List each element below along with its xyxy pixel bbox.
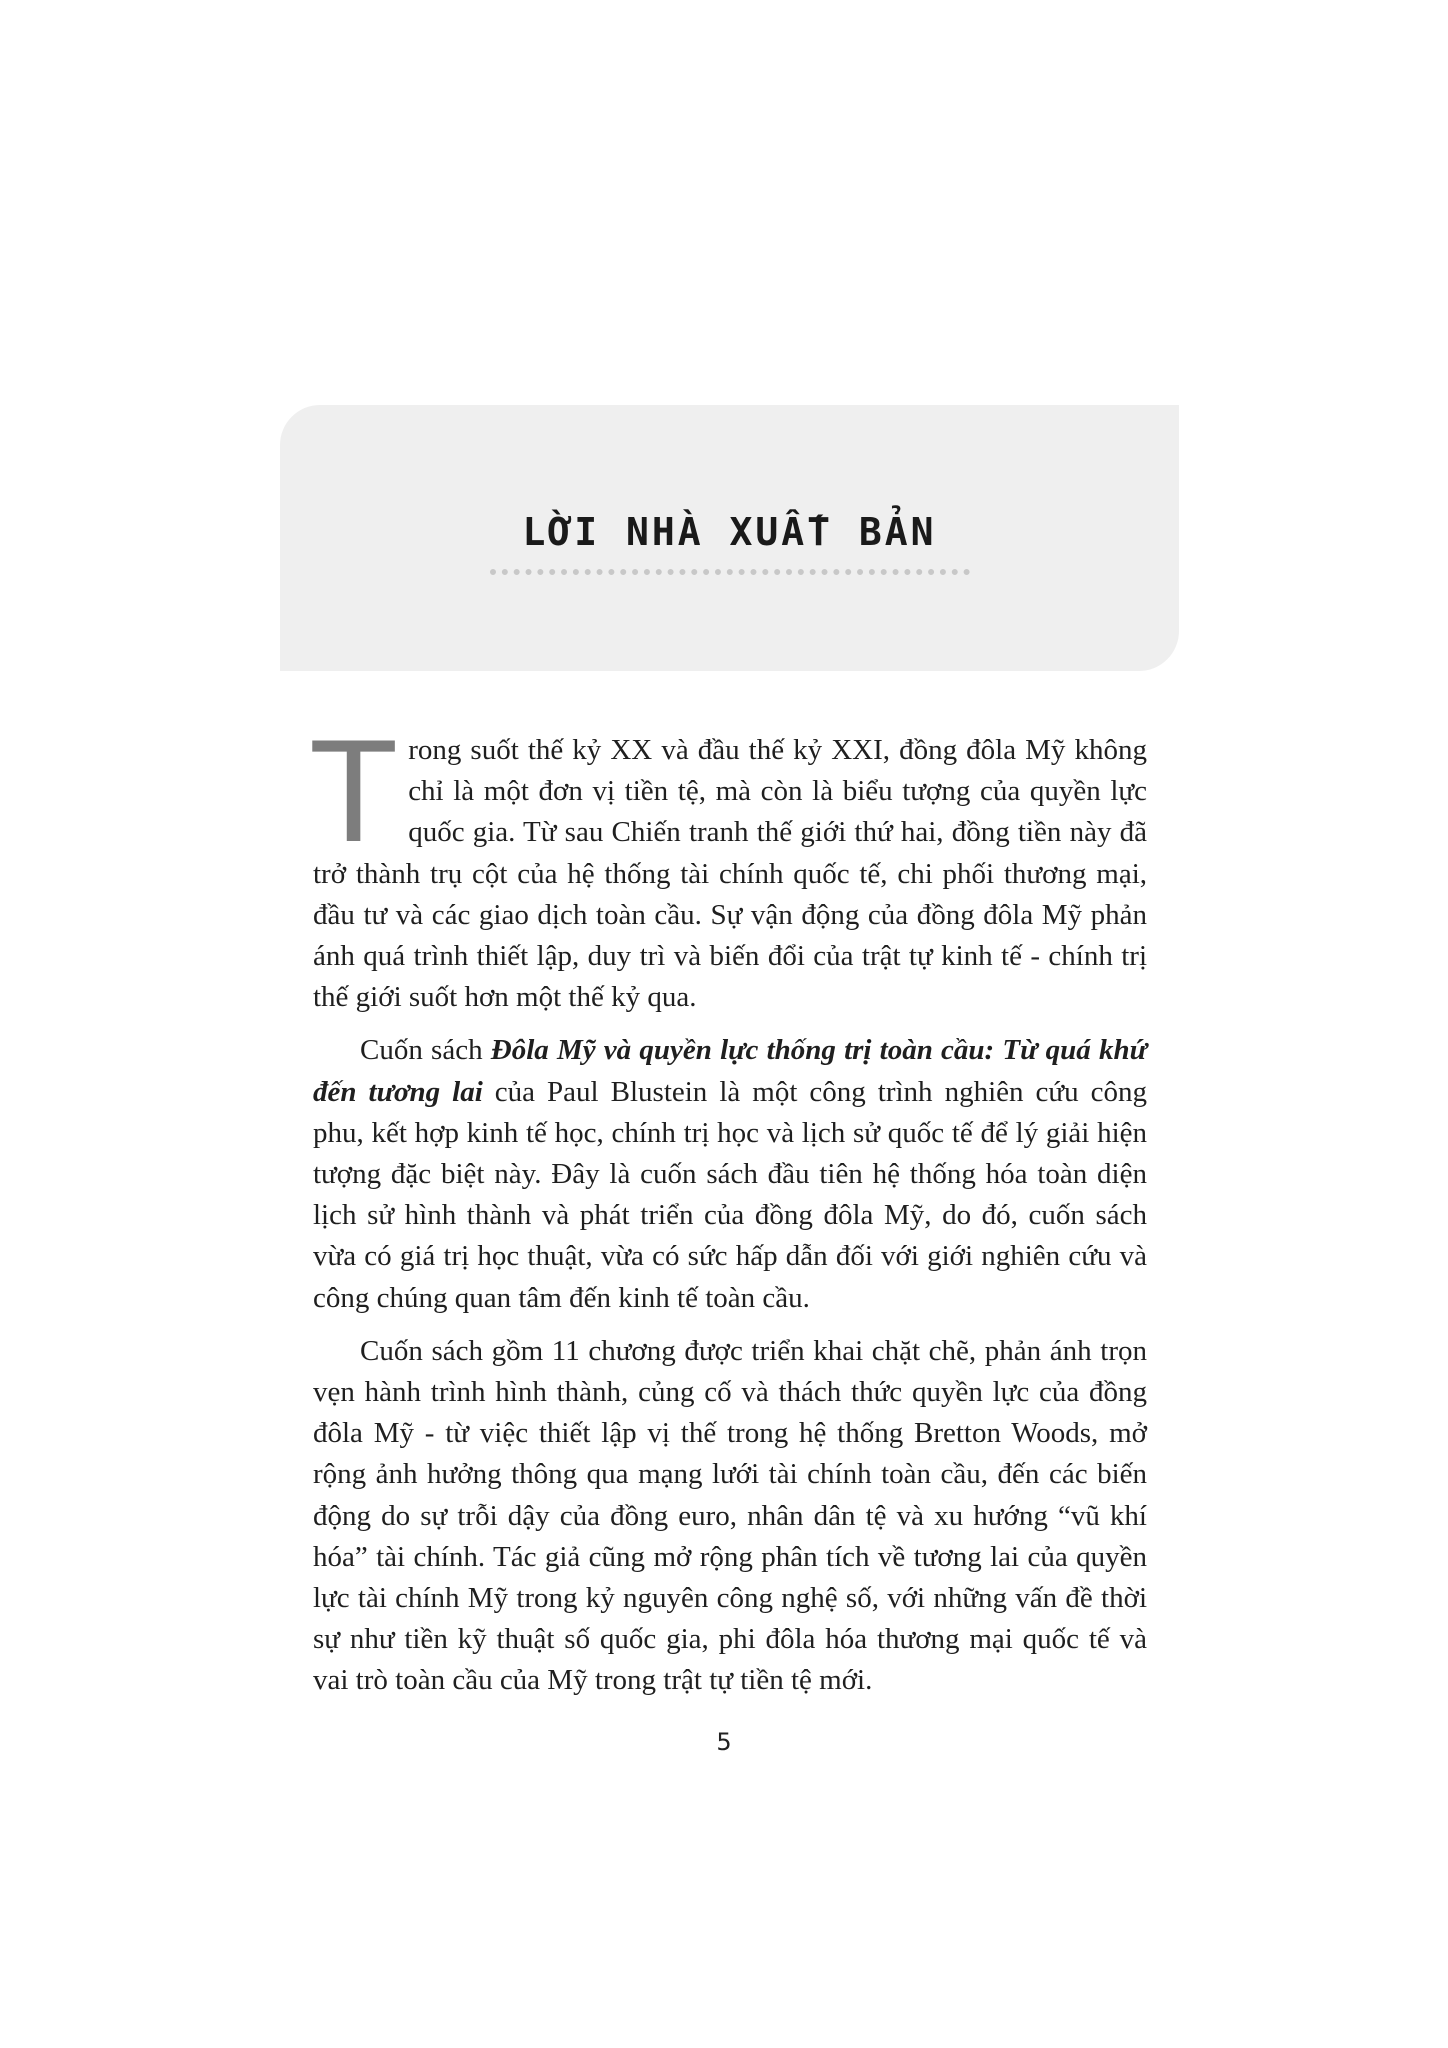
body-text	[309, 709, 1148, 1714]
paragraph-1-text: rong suốt thế kỷ XX và đầu thế kỷ XXI, đồng đôla Mỹ không chỉ là một đơn vị tiền tệ, mà còn là biểu tượng của quyền lực quốc gia. Từ sau Chiến tranh thế giới thứ hai, đồng tiền này đã trở thành trụ cột của hệ thống tài chính quốc tế, chi phối thương mại, đầu tư và các giao dịch toàn cầu. Sự vận động của đồng đôla Mỹ phản ánh quá trình thiết lập, duy trì và biến đổi của trật tự kinh tế - chính trị thế giới suốt hơn một thế kỷ qua.	[313, 734, 1147, 1014]
title-dotted-rule	[490, 569, 970, 575]
paragraph-2	[313, 1030, 1147, 1318]
page-title: LỜI NHÀ XUẤT BẢN	[522, 510, 937, 554]
paragraph-2-lead: Cuốn sách	[360, 1034, 491, 1067]
paragraph-1	[309, 709, 1147, 1018]
page-number: 5	[716, 1728, 732, 1756]
book-title: Đôla Mỹ và quyền lực thống trị toàn cầu: Từ quá khứ đến tương lai	[313, 1034, 1148, 1108]
paragraph-3: Cuốn sách gồm 11 chương được triển khai chặt chẽ, phản ánh trọn vẹn hành trình hình thành, củng cố và thách thức quyền lực của đồng đôla Mỹ - từ việc thiết lập vị thế trong hệ thống Bretton Woods, mở rộng ảnh hưởng thông qua mạng lưới tài chính toàn cầu, đến các biến động do sự trỗi dậy của đồng euro, nhân dân tệ và xu hướng “vũ khí hóa” tài chính. Tác giả cũng mở rộng phân tích về tương lai của quyền lực tài chính Mỹ trong kỷ nguyên công nghệ số, với những vấn đề thời sự như tiền kỹ thuật số quốc gia, phi đôla hóa thương mại quốc tế và vai trò toàn cầu của Mỹ trong trật tự tiền tệ mới.	[313, 1334, 1147, 1697]
paragraph-2-text: của Paul Blustein là một công trình nghiên cứu công phu, kết hợp kinh tế học, chính trị học và lịch sử quốc tế để lý giải hiện tượng đặc biệt này. Đây là cuốn sách đầu tiên hệ thống hóa toàn diện lịch sử hình thành và phát triển của đồng đôla Mỹ, do đó, cuốn sách vừa có giá trị học thuật, vừa có sức hấp dẫn đối với giới nghiên cứu và công chúng quan tâm đến kinh tế toàn cầu.	[313, 1075, 1147, 1314]
chapter-header-box	[280, 405, 1179, 671]
drop-cap: T	[309, 709, 399, 872]
